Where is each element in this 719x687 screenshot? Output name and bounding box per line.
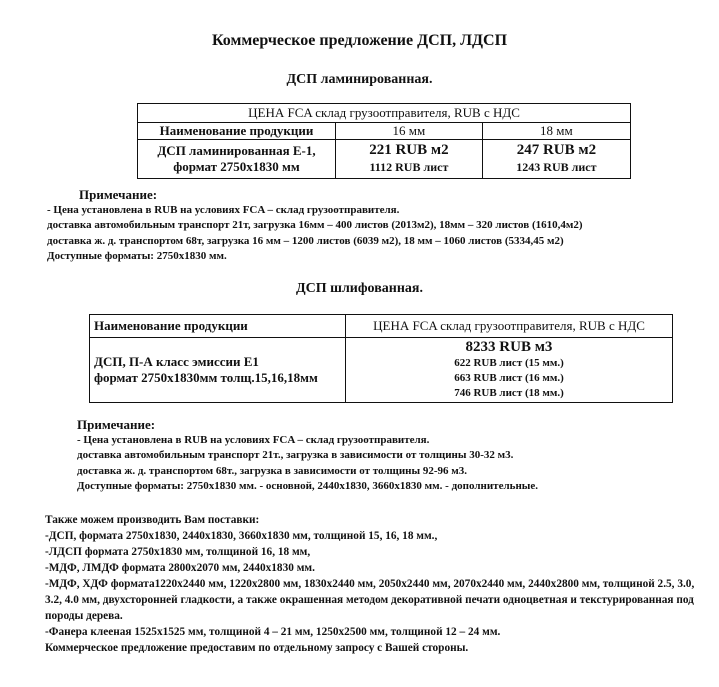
- section-title-sanded: ДСП шлифованная.: [296, 281, 423, 296]
- note-laminated: [47, 187, 583, 265]
- price-sheet-16: 663 RUB лист (16 мм.): [454, 371, 564, 384]
- product-name-header: Наименование продукции: [138, 123, 336, 140]
- product-name-header: Наименование продукции: [90, 315, 346, 338]
- price-sheet-18: 746 RUB лист (18 мм.): [454, 386, 564, 399]
- note-line: - Цена установлена в RUB на условиях FCA – склад грузоотправителя.: [77, 433, 430, 446]
- thickness-18-header: 18 мм: [482, 123, 630, 140]
- note-line: доставка ж. д. транспортом 68т, загрузка 16 мм – 1200 листов (6039 м2), 18 мм – 1060 листов (5334,45 м2): [47, 234, 564, 247]
- product-name-line: ДСП ламинированная Е-1,: [157, 143, 316, 158]
- supply-line: Коммерческое предложение предоставим по отдельному запросу с Вашей стороны.: [45, 642, 469, 654]
- also-supply-header: Также можем производить Вам поставки:: [45, 514, 260, 526]
- price-sheet-16: 1112 RUB лист: [369, 160, 449, 174]
- section-title-laminated: ДСП ламинированная.: [286, 72, 433, 87]
- note-line: доставка автомобильным транспорт 21т., загрузка в зависимости от толщины 30-32 м3.: [77, 449, 514, 461]
- price-table-laminated: [137, 103, 631, 179]
- note-line: - Цена установлена в RUB на условиях FCA – склад грузоотправителя.: [47, 203, 400, 216]
- price-table-header: ЦЕНА FCA склад грузоотправителя, RUB с НДС: [138, 104, 631, 123]
- note-header: Примечание:: [77, 417, 156, 432]
- product-cell: [138, 140, 336, 179]
- supply-line: -ЛДСП формата 2750х1830 мм, толщиной 16, 18 мм,: [45, 546, 311, 558]
- product-cell: [90, 338, 346, 403]
- price-cell-16: [336, 140, 483, 179]
- price-m2-18: 247 RUB м2: [516, 142, 597, 158]
- price-table-header: ЦЕНА FCA склад грузоотправителя, RUB с НДС: [346, 315, 673, 338]
- price-cell-18: [482, 140, 630, 179]
- price-cell: [346, 338, 673, 403]
- note-sanded: [77, 417, 538, 495]
- thickness-16-header: 16 мм: [336, 123, 483, 140]
- supply-line: -МДФ, ЛМДФ формата 2800х2070 мм, 2440х1830 мм.: [45, 562, 315, 574]
- price-table-sanded: [89, 314, 673, 403]
- price-sheet-18: 1243 RUB лист: [516, 160, 597, 174]
- note-header: Примечание:: [79, 187, 158, 202]
- note-line: доставка автомобильным транспорт 21т, загрузка 16мм – 400 листов (2013м2), 18мм – 320 листов (1610,4м2): [47, 219, 583, 231]
- note-line: доставка ж. д. транспортом 68т., загрузка в зависимости от толщины 92-96 м3.: [77, 464, 468, 477]
- document-title: Коммерческое предложение ДСП, ЛДСП: [211, 32, 508, 49]
- supply-line: -Фанера клееная 1525х1525 мм, толщиной 4 – 21 мм, 1250х2500 мм, толщиной 12 – 24 мм.: [45, 626, 501, 638]
- note-line: Доступные форматы: 2750х1830 мм.: [47, 250, 227, 262]
- also-supply-section: [45, 512, 705, 656]
- product-format-line: формат 2750х1830 мм: [173, 159, 300, 174]
- price-sheet-15: 622 RUB лист (15 мм.): [454, 356, 564, 369]
- price-m3: 8233 RUB м3: [465, 338, 553, 355]
- supply-line: -ДСП, формата 2750х1830, 2440х1830, 3660х1830 мм, толщиной 15, 16, 18 мм.,: [45, 530, 438, 542]
- product-format-line: формат 2750х1830мм толщ.15,16,18мм: [94, 370, 318, 385]
- note-line: Доступные форматы: 2750х1830 мм. - основной, 2440х1830, 3660х1830 мм. - дополнительные.: [77, 480, 539, 492]
- price-m2-16: 221 RUB м2: [369, 142, 449, 158]
- product-name-line: ДСП, П-А класс эмиссии Е1: [94, 354, 259, 369]
- supply-line: -МДФ, ХДФ формата1220х2440 мм, 1220х2800 мм, 1830х2440 мм, 2050х2440 мм, 2070х2440 мм, 2440х2800 мм, толщиной 2.5, 3.0, 3.2, 4.0 мм, двухсторонней гладкости, а также окрашенная методом декоративной печати одноцветная и текстурированная под породы дерева.: [45, 578, 695, 622]
